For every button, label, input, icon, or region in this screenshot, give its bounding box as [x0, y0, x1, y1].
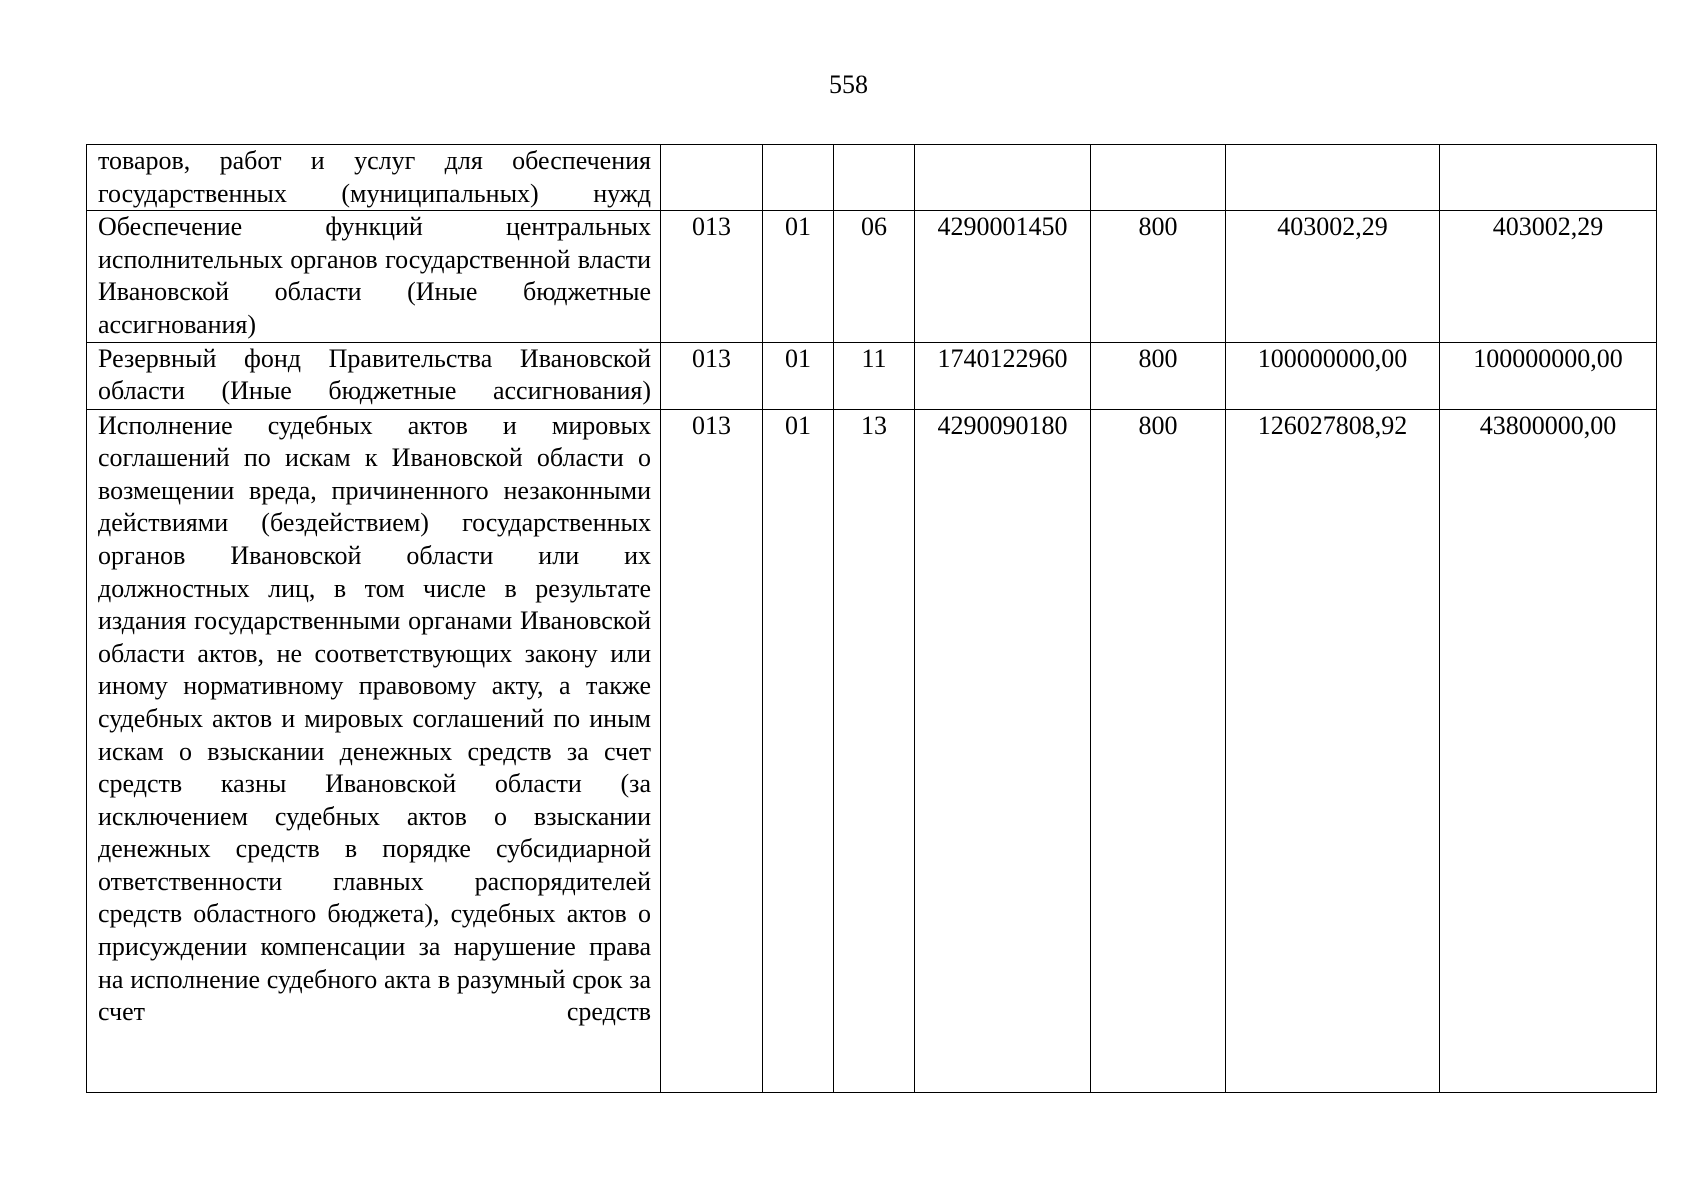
page-number: 558 — [829, 70, 868, 99]
section-code — [763, 145, 834, 211]
table-row — [87, 342, 1657, 409]
expense-type-code: 800 — [1091, 342, 1226, 409]
target-article-code: 1740122960 — [915, 342, 1091, 409]
target-article-code — [915, 145, 1091, 211]
budget-table — [86, 144, 1657, 1093]
table-row — [87, 145, 1657, 211]
section-code: 01 — [763, 211, 834, 342]
expense-type-code: 800 — [1091, 211, 1226, 342]
row-description: Резервный фонд Правительства Ивановской области (Иные бюджетные ассигнования) — [87, 342, 661, 409]
section-code: 01 — [763, 342, 834, 409]
amount-1: 126027808,92 — [1226, 409, 1440, 1092]
expense-type-code — [1091, 145, 1226, 211]
ministry-code: 013 — [661, 342, 763, 409]
amount-2: 100000000,00 — [1440, 342, 1657, 409]
ministry-code — [661, 145, 763, 211]
amount-1: 403002,29 — [1226, 211, 1440, 342]
amount-2 — [1440, 145, 1657, 211]
row-description: Обеспечение функций центральных исполнительных органов государственной власти Ивановской области (Иные бюджетные ассигнования) — [87, 211, 661, 342]
row-description: Исполнение судебных актов и мировых соглашений по искам к Ивановской области о возмещении вреда, причиненного незаконными действиями (бездействием) государственных органов Ивановской области или их должностных лиц, в том числе в результате издания государственными органами Ивановской области актов, не соответствующих закону или иному нормативному правовому акту, а также судебных актов и мировых соглашений по иным искам о взыскании денежных средств за счет средств казны Ивановской области (за исключением судебных актов о взыскании денежных средств в порядке субсидиарной ответственности главных распорядителей средств областного бюджета), судебных актов о присуждении компенсации за нарушение права на исполнение судебного акта в разумный срок за счет средств — [87, 409, 661, 1092]
subsection-code: 06 — [834, 211, 915, 342]
table-row — [87, 211, 1657, 342]
row-description: товаров, работ и услуг для обеспечения государственных (муниципальных) нужд — [87, 145, 661, 211]
section-code: 01 — [763, 409, 834, 1092]
subsection-code — [834, 145, 915, 211]
table-row — [87, 409, 1657, 1092]
subsection-code: 13 — [834, 409, 915, 1092]
amount-2: 403002,29 — [1440, 211, 1657, 342]
ministry-code: 013 — [661, 211, 763, 342]
amount-1: 100000000,00 — [1226, 342, 1440, 409]
target-article-code: 4290001450 — [915, 211, 1091, 342]
amount-2: 43800000,00 — [1440, 409, 1657, 1092]
expense-type-code: 800 — [1091, 409, 1226, 1092]
amount-1 — [1226, 145, 1440, 211]
target-article-code: 4290090180 — [915, 409, 1091, 1092]
subsection-code: 11 — [834, 342, 915, 409]
ministry-code: 013 — [661, 409, 763, 1092]
